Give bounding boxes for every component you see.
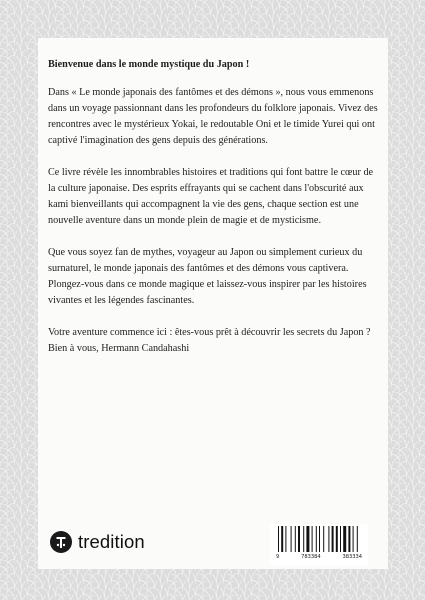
barcode-bars xyxy=(272,526,366,554)
signature: Bien à vous, Hermann Candahashi xyxy=(48,343,190,354)
closing-text xyxy=(48,325,378,357)
barcode-digits xyxy=(270,554,368,560)
barcode-digit-group-1: 783384 xyxy=(301,554,321,560)
tredition-logo-icon xyxy=(50,531,72,553)
cover-heading: Bienvenue dans le monde mystique du Japon ! xyxy=(48,59,250,70)
publisher-brand xyxy=(50,531,145,553)
closing-question: Votre aventure commence ici : êtes-vous prêt à découvrir les secrets du Japon ? xyxy=(48,327,371,338)
isbn-barcode xyxy=(270,524,368,565)
barcode-digit-prefix: 9 xyxy=(276,554,280,560)
publisher-name: tredition xyxy=(78,531,145,552)
barcode-digit-group-2: 383334 xyxy=(342,554,362,560)
paragraph-intro: Dans « Le monde japonais des fantômes et des démons », nous vous emmenons dans un voyage passionnant dans les profondeurs du folklore japonais. Vivez des rencontres avec le mystérieux Yokai, le redoutable Oni et le timide Yurei qui ont captivé l'imagination des gens depuis des générations. xyxy=(48,87,378,146)
paragraph-audience: Que vous soyez fan de mythes, voyageur au Japon ou simplement curieux du surnaturel, le monde japonais des fantômes et des démons vous captivera. Plongez-vous dans ce monde magique et laissez-vous inspirer par les histoires vivantes et les légendes fascinantes. xyxy=(48,247,367,306)
paragraph-culture: Ce livre révèle les innombrables histoires et traditions qui font battre le cœur de la culture japonaise. Des esprits effrayants qui se cachent dans l'obscurité aux kami bienveillants qui accompagnent la vie des gens, chaque section est une nouvelle aventure dans un monde plein de magie et de mysticisme. xyxy=(48,167,374,226)
back-cover-text-panel xyxy=(38,38,388,569)
